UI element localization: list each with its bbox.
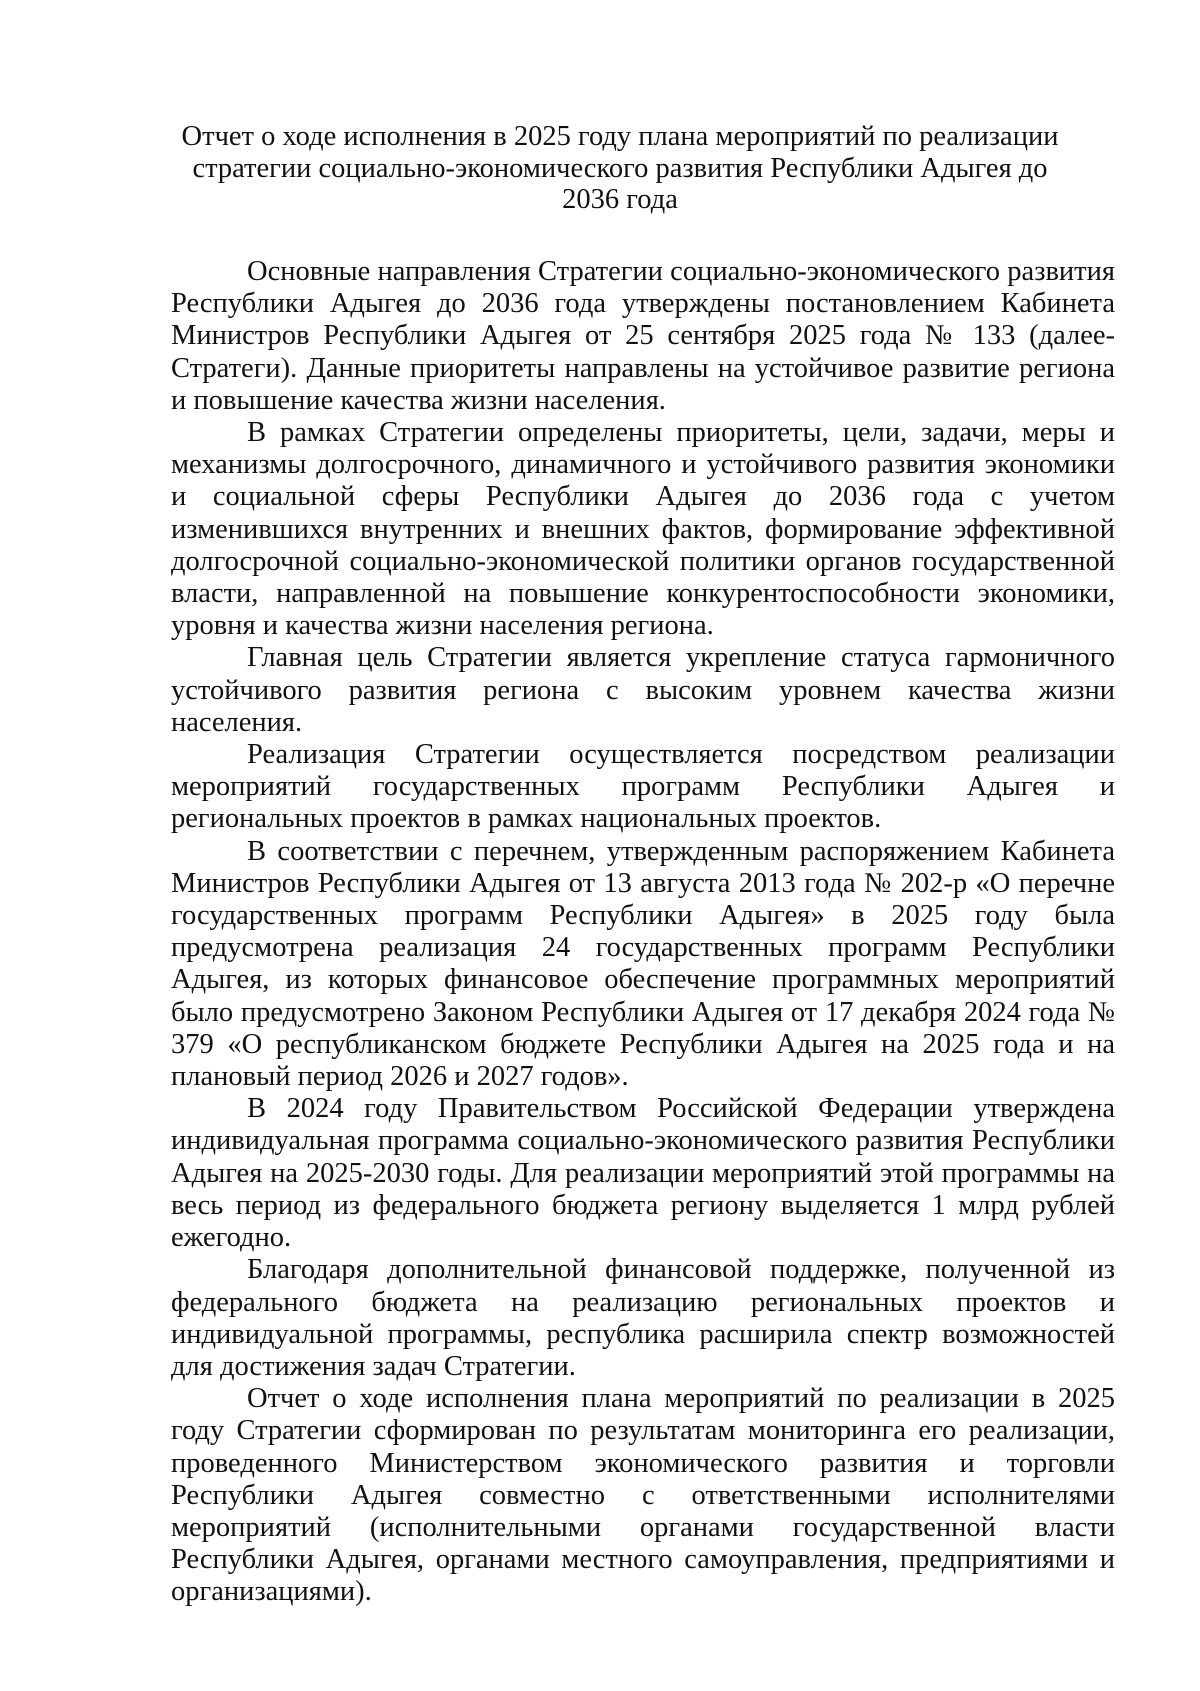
paragraph: В рамках Стратегии определены приоритеты, цели, задачи, меры и механизмы долгосрочного, динамичного и устойчивого развития экономики и социальной сферы Республики Адыгея до 2036 года с учетом изменившихся внутренних и внешних фактов, формирование эффективной долгосрочной социально-экономической политики органов государственной власти, направленной на повышение конкурентоспособности экономики, уровня и качества жизни населения региона. [171, 417, 1115, 642]
title-line: 2036 года [562, 184, 678, 215]
paragraph: Отчет о ходе исполнения плана мероприятий по реализации в 2025 году Стратегии сформирован по результатам мониторинга его реализации, проведенного Министерством экономического развития и торговли Республики Адыгея совместно с ответственными исполнителями мероприятий (исполнительными органами государственной власти Республики Адыгея, органами местного самоуправления, предприятиями и организациями). [171, 1383, 1115, 1608]
document-body [171, 256, 1115, 1609]
document-title [160, 121, 1080, 216]
paragraph: В соответствии с перечнем, утвержденным распоряжением Кабинета Министров Республики Адыгея от 13 августа 2013 года № 202-р «О перечне государственных программ Республики Адыгея» в 2025 году была предусмотрена реализация 24 государственных программ Республики Адыгея, из которых финансовое обеспечение программных мероприятий было предусмотрено Законом Республики Адыгея от 17 декабря 2024 года № 379 «О республиканском бюджете Республики Адыгея на 2025 года и на плановый период 2026 и 2027 годов». [171, 835, 1115, 1093]
paragraph: Благодаря дополнительной финансовой поддержке, полученной из федерального бюджета на реализацию региональных проектов и индивидуальной программы, республика расширила спектр возможностей для достижения задач Стратегии. [171, 1254, 1115, 1382]
paragraph: В 2024 году Правительством Российской Федерации утверждена индивидуальная программа социально-экономического развития Республики Адыгея на 2025-2030 годы. Для реализации мероприятий этой программы на весь период из федерального бюджета региону выделяется 1 млрд рублей ежегодно. [171, 1093, 1115, 1254]
paragraph: Основные направления Стратегии социально-экономического развития Республики Адыгея до 2036 года утверждены постановлением Кабинета Министров Республики Адыгея от 25 сентября 2025 года № 133 (далее-Стратеги). Данные приоритеты направлены на устойчивое развитие региона и повышение качества жизни населения. [171, 256, 1115, 416]
paragraph: Главная цель Стратегии является укрепление статуса гармоничного устойчивого развития региона с высоким уровнем качества жизни населения. [171, 642, 1115, 738]
title-line: стратегии социально-экономического развития Республики Адыгея до [192, 152, 1048, 184]
paragraph: Реализация Стратегии осуществляется посредством реализации мероприятий государственных программ Республики Адыгея и региональных проектов в рамках национальных проектов. [171, 739, 1115, 835]
title-line: Отчет о ходе исполнения в 2025 году плана мероприятий по реализации [181, 121, 1059, 152]
